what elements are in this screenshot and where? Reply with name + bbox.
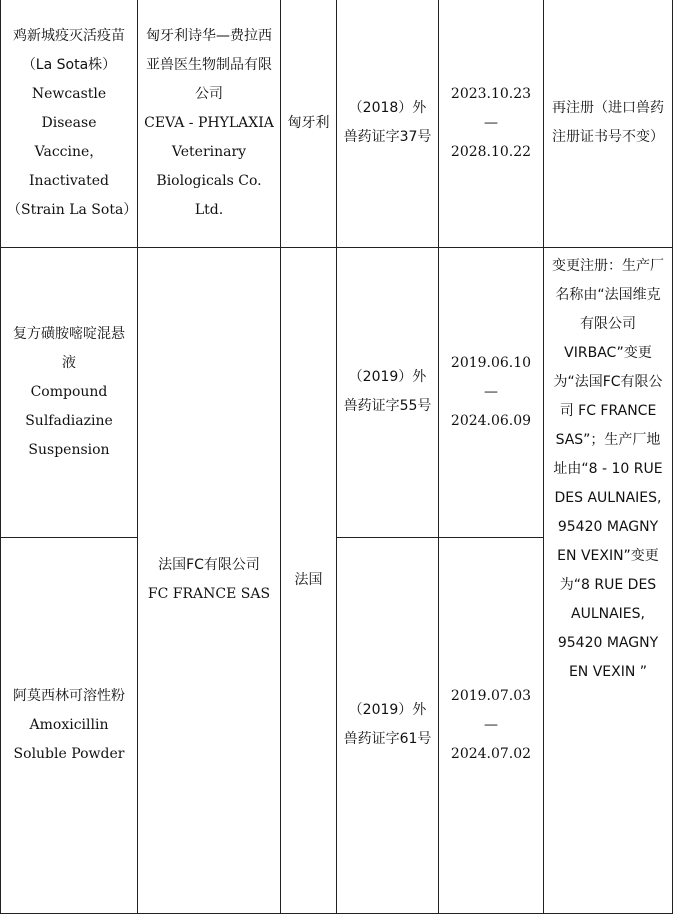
product-name-en: Amoxicillin Soluble Powder [13, 716, 125, 762]
valid-from: 2023.10.23 [450, 85, 532, 102]
table-row [1, 0, 673, 247]
certificate-number-cell: （2018）外兽药证字37号 [337, 0, 439, 247]
valid-to: 2024.07.02 [450, 745, 532, 762]
product-name-en: Compound Sulfadiazine Suspension [25, 383, 113, 458]
product-name-cell [1, 537, 138, 913]
country-cell: 匈牙利 [281, 0, 337, 247]
manufacturer-name-cn: 匈牙利诗华—费拉西亚兽医生物制品有限公司 [146, 27, 272, 102]
table-row [1, 247, 673, 537]
country-cell: 法国 [281, 247, 337, 913]
validity-period-cell [439, 247, 544, 537]
remarks-cell: 再注册（进口兽药注册证书号不变） [544, 0, 673, 247]
remarks-cell: 变更注册：生产厂名称由“法国维克有限公司VIRBAC”变更为“法国FC有限公司 FC FRANCE SAS”；生产厂地址由“8 - 10 RUE DES AULNAIES, 95420 MAGNY EN VEXIN”变更为“8 RUE DES AULNAIES, 95420 MAGNY EN VEXIN ” [544, 247, 673, 913]
valid-separator: — [484, 716, 498, 733]
valid-to: 2028.10.22 [450, 143, 532, 160]
manufacturer-cell [138, 247, 281, 913]
product-name-cell [1, 247, 138, 537]
manufacturer-cell [138, 0, 281, 247]
manufacturer-name-cn: 法国FC有限公司 [158, 557, 260, 573]
manufacturer-name-en: CEVA - PHYLAXIA Veterinary Biologicals Co. Ltd. [144, 114, 274, 218]
valid-separator: — [484, 114, 498, 131]
manufacturer-name-en: FC FRANCE SAS [147, 586, 271, 602]
valid-from: 2019.07.03 [450, 687, 532, 704]
product-name-en: Newcastle Disease Vaccine，Inactivated（Strain La Sota） [7, 85, 138, 218]
valid-separator: — [484, 383, 498, 400]
certificate-number-cell: （2019）外兽药证字61号 [337, 537, 439, 913]
product-name-cell [1, 0, 138, 247]
product-name-cn: 鸡新城疫灭活疫苗（La Sota株） [13, 27, 125, 73]
valid-from: 2019.06.10 [450, 354, 532, 371]
valid-to: 2024.06.09 [450, 412, 532, 429]
validity-period-cell [439, 0, 544, 247]
product-name-cn: 复方磺胺嘧啶混悬液 [13, 325, 125, 371]
product-name-cn: 阿莫西林可溶性粉 [13, 687, 125, 704]
certificate-number-cell: （2019）外兽药证字55号 [337, 247, 439, 537]
validity-period-cell [439, 537, 544, 913]
